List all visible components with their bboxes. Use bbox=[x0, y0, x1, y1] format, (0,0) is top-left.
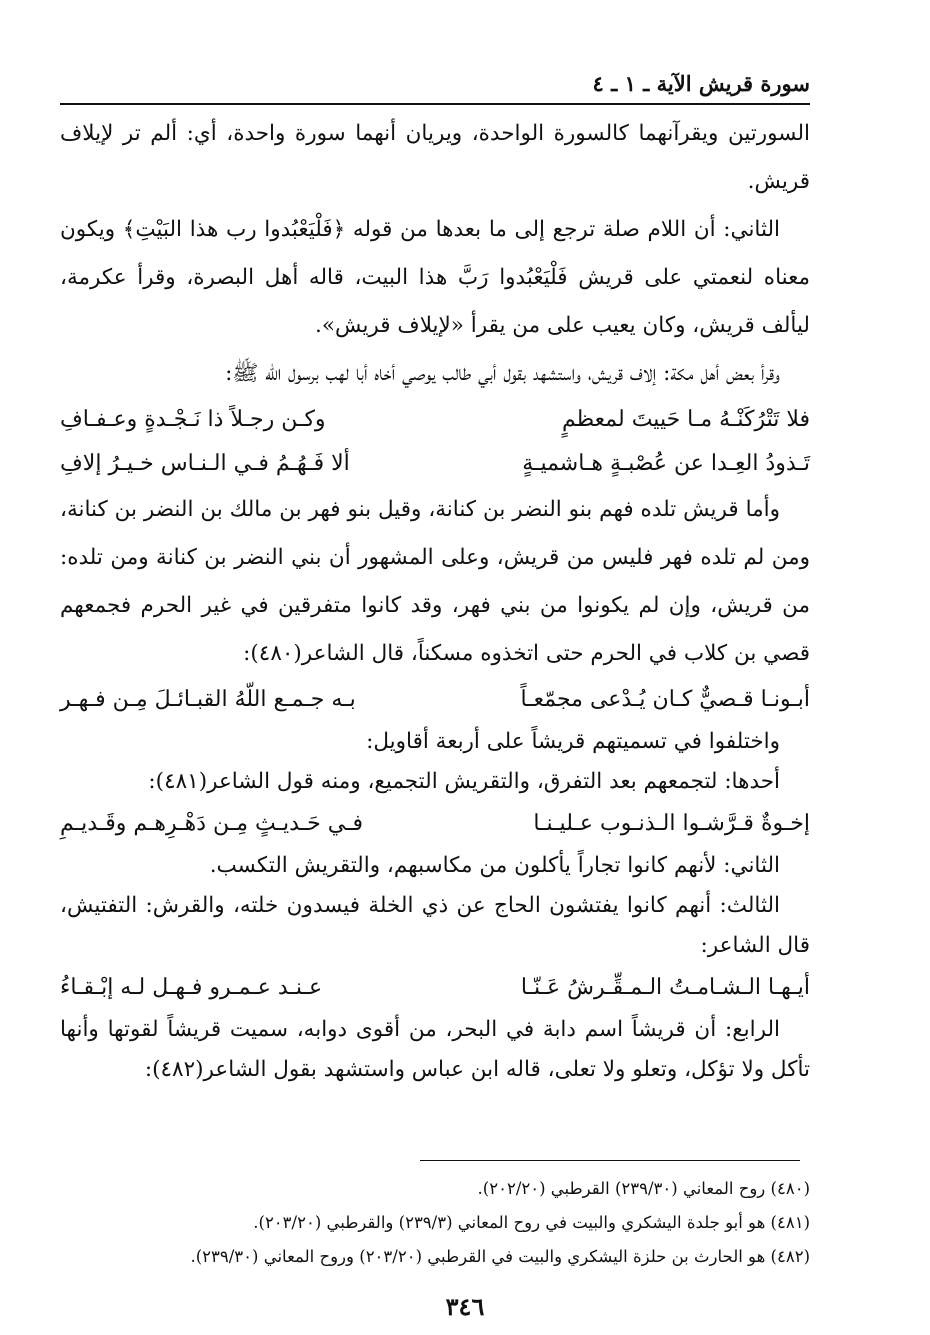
verse-hemistich-left: عـنـد عـمـرو فـهـل لـه إبْـقـاءُ bbox=[60, 975, 323, 1000]
footnote-rule bbox=[420, 1160, 800, 1161]
page-number: ٣٤٦ bbox=[445, 1292, 485, 1321]
verse-hemistich-left: وكـن رجـلاً ذا نَـجْـدةٍ وعـفـافِ bbox=[60, 407, 326, 432]
verse-line bbox=[60, 442, 810, 486]
verse-hemistich-right: أبـونـا قـصيٌّ كـان يُـدْعى مجمّعـاً bbox=[520, 687, 810, 712]
verse-line bbox=[60, 966, 810, 1010]
paragraph: وأما قريش تلده فهم بنو النضر بن كنانة، وقيل بنو فهر بن مالك بن النضر بن كنانة، ومن لم تلده فهر فليس من قريش، وعلى المشهور أن بني النضر بن كنانة ومن تلده: من قريش، وإن لم يكونوا من بني فهر، وقد كانوا متفرقين في غير الحرم فجمعهم قصي بن كلاب في الحرم حتى اتخذوه مسكناً، قال الشاعر(٤٨٠): bbox=[60, 497, 810, 666]
verse-hemistich-right: إخـوةٌ قـرَّشـوا الـذنـوب عـليـنـا bbox=[533, 811, 810, 836]
paragraph: الثاني: أن اللام صلة ترجع إلى ما بعدها من قوله ﴿فَلْيَعْبُدوا رب هذا البَيْتِ﴾ ويكون معناه لنعمتي على قريش فَلْيَعْبُدوا رَبَّ هذا البيت، قاله أهل البصرة، وقرأ عكرمة، ليألف قريش، وكان يعيب على من يقرأ «لإيلاف قريش». bbox=[60, 217, 810, 338]
footnote: (٤٨٠) روح المعاني (٢٣٩/٣٠) القرطبي (٢٠٢/٢٠). bbox=[477, 1179, 810, 1198]
verse-hemistich-left: بـه جـمـع اللّهُ القبـائـلَ مِـن فـهـر bbox=[60, 687, 356, 712]
verse-hemistich-right: أيـهـا الـشـامـتُ الـمـقِّـرشُ عَـنّـا bbox=[520, 975, 810, 1000]
paragraph: الرابع: أن قريشاً اسم دابة في البحر، من أقوى دوابه، سميت قريشاً لقوتها وأنها تأكل ولا تؤكل، وتعلو ولا تعلى، قاله ابن عباس واستشهد بقول الشاعر(٤٨٢): bbox=[60, 1017, 810, 1082]
verse-hemistich-left: ألا فَـهُـمُ فـي الـنـاس خـيـرُ إلافِ bbox=[60, 451, 350, 476]
paragraph: الثالث: أنهم كانوا يفتشون الحاج عن ذي الخلة فيسدون خلته، والقرش: التفتيش، قال الشاعر: bbox=[60, 893, 810, 958]
body-text bbox=[60, 110, 810, 1090]
footnotes bbox=[60, 1172, 810, 1274]
verse-line bbox=[60, 678, 810, 722]
paragraph: الثاني: لأنهم كانوا تجاراً يأكلون من مكاسبهم، والتقريش التكسب. bbox=[209, 853, 780, 878]
verse-hemistich-right: فلا تَتْرُكَنْـهُ مـا حَييتَ لمعظمٍ bbox=[561, 407, 810, 432]
running-header: سورة قريش الآية ـ ١ ـ ٤ bbox=[592, 71, 810, 96]
verse-line bbox=[60, 398, 810, 442]
verse-hemistich-left: فـي حَـديـثٍ مِـن دَهْـرِهـم وقَـديـمِ bbox=[60, 811, 364, 836]
paragraph: السورتين ويقرآنهما كالسورة الواحدة، ويريان أنهما سورة واحدة، أي: ألم تر لإيلاف قريش. bbox=[60, 121, 810, 194]
footnote: (٤٨٢) هو الحارث بن حلزة اليشكري والبيت في القرطبي (٢٠٣/٢٠) وروح المعاني (٢٣٩/٣٠). bbox=[190, 1247, 810, 1266]
header-rule bbox=[60, 103, 810, 105]
paragraph: واختلفوا في تسميتهم قريشاً على أربعة أقاويل: bbox=[366, 729, 780, 754]
footnote: (٤٨١) هو أبو جلدة اليشكري والبيت في روح المعاني (٢٣٩/٣) والقرطبي (٢٠٣/٢٠). bbox=[253, 1213, 810, 1232]
paragraph: أحدها: لتجمعهم بعد التفرق، والتقريش التجميع، ومنه قول الشاعر(٤٨١): bbox=[148, 769, 780, 794]
verse-line bbox=[60, 802, 810, 846]
verse-hemistich-right: تَـذودُ العِـدا عن عُصْبـةٍ هـاشميـةٍ bbox=[522, 451, 810, 476]
paragraph: وقرأ بعض أهل مكة: إلاف قريش، واستشهد بقول أبي طالب يوصي أخاه أبا لهب برسول اللّه ﷺ: bbox=[225, 361, 780, 386]
